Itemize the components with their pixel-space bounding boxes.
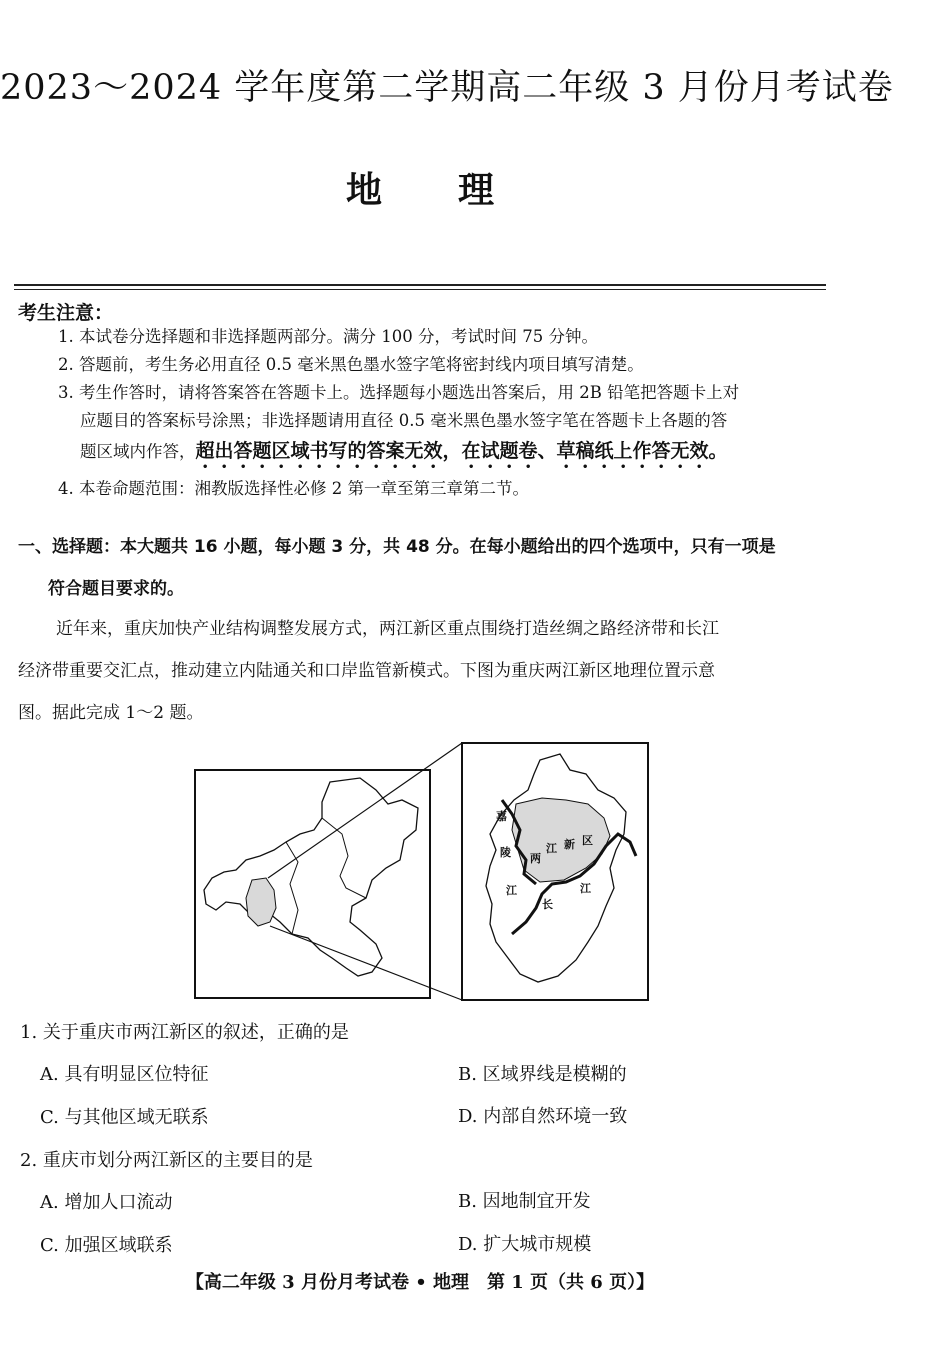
- connector-bottom: [270, 926, 462, 1000]
- intro-line-3: 图。据此完成 1～2 题。: [18, 703, 204, 723]
- question-2-option-d: D. 扩大城市规模: [458, 1234, 592, 1255]
- notice-item-3-line-3: [80, 436, 832, 473]
- intro-line-1: 近年来，重庆加快产业结构调整发展方式，两江新区重点围绕打造丝绸之路经济带和长江: [56, 619, 719, 639]
- intro-line-2: 经济带重要交汇点，推动建立内陆通关和口岸监管新模式。下图为重庆两江新区地理位置示意: [18, 661, 715, 681]
- label-changjiang-jiang: 江: [580, 882, 591, 895]
- question-2-stem: 2. 重庆市划分两江新区的主要目的是: [20, 1150, 313, 1171]
- question-2-option-a: A. 增加人口流动: [40, 1192, 173, 1213]
- section-heading-line-1: 一、选择题：本大题共 16 小题，每小题 3 分，共 48 分。在每小题给出的四个选项中，只有一项是: [18, 537, 776, 557]
- question-1-stem: 1. 关于重庆市两江新区的叙述，正确的是: [20, 1022, 349, 1043]
- subject-title: 地理: [345, 170, 570, 211]
- exam-title: 2023～2024 学年度第二学期高二年级 3 月份月考试卷: [0, 68, 894, 108]
- notice-item-1: 1. 本试卷分选择题和非选择题两部分。满分 100 分，考试时间 75 分钟。: [58, 327, 598, 346]
- label-liang: 两: [530, 852, 541, 865]
- label-jiang-mid: 江: [546, 842, 557, 855]
- liangjiang-area-small: [246, 878, 276, 926]
- question-1-option-a: A. 具有明显区位特征: [40, 1064, 209, 1085]
- liangjiang-location-map: [190, 738, 660, 1008]
- question-2-option-c: C. 加强区域联系: [40, 1235, 173, 1256]
- label-ling: 陵: [500, 846, 511, 859]
- notice-item-3-emphasis: 超出答题区域书写的答案无效，在试题卷、草稿纸上作答无效。: [195, 440, 728, 462]
- label-chang: 长: [542, 898, 553, 911]
- header-divider-thin: [14, 289, 826, 290]
- notice-item-2: 2. 答题前，考生务必用直径 0.5 毫米黑色墨水签字笔将密封线内项目填写清楚。: [58, 355, 644, 374]
- overview-map-frame: [195, 770, 430, 998]
- notice-item-4: 4. 本卷命题范围：湘教版选择性必修 2 第一章至第三章第二节。: [58, 479, 529, 498]
- header-divider: [14, 284, 826, 286]
- question-1-option-b: B. 区域界线是模糊的: [458, 1064, 627, 1085]
- question-1-option-d: D. 内部自然环境一致: [458, 1106, 628, 1127]
- notice-item-3-line-1: 3. 考生作答时，请将答案答在答题卡上。选择题每小题选出答案后，用 2B 铅笔把答题卡上对: [58, 383, 740, 402]
- notice-item-3-line-2: 应题目的答案标号涂黑；非选择题请用直径 0.5 毫米黑色墨水签字笔在答题卡上各题的答: [80, 411, 728, 430]
- label-jialing-jiang: 江: [506, 884, 517, 897]
- label-jia: 嘉: [496, 810, 507, 823]
- notice-item-3-plain: 题区域内作答，: [80, 442, 196, 461]
- label-qu: 区: [582, 834, 593, 847]
- question-2-option-b: B. 因地制宜开发: [458, 1191, 591, 1212]
- chongqing-outline: [204, 778, 418, 976]
- label-xin: 新: [564, 838, 575, 851]
- section-heading-line-2: 符合题目要求的。: [48, 579, 184, 599]
- notice-heading: 考生注意：: [18, 302, 114, 324]
- question-1-option-c: C. 与其他区域无联系: [40, 1107, 209, 1128]
- page-footer: 【高二年级 3 月份月考试卷 • 地理 第 1 页（共 6 页）】: [185, 1272, 655, 1293]
- connector-top: [268, 743, 462, 878]
